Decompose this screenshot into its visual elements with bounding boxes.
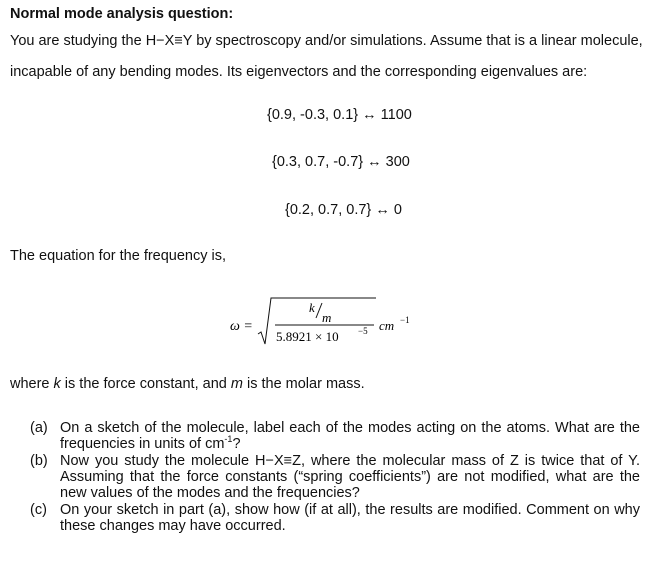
frequency-formula xyxy=(230,290,440,350)
double-arrow-icon: ↔ xyxy=(362,107,377,123)
question-label: (c) xyxy=(30,502,47,518)
question-list xyxy=(30,420,640,535)
question-label: (a) xyxy=(30,420,48,436)
eigen-pair-2 xyxy=(272,154,410,170)
formula-lhs: ω = xyxy=(230,319,253,334)
var-m: m xyxy=(230,376,243,392)
double-arrow-icon: ↔ xyxy=(375,202,390,218)
page-title: Normal mode analysis question: xyxy=(10,6,234,22)
question-c: (c) On your sketch in part (a), show how (if at all), the results are modified. Comment on why these changes may have occurred. xyxy=(30,502,640,534)
formula-unit-exp: −1 xyxy=(400,315,410,325)
question-label: (b) xyxy=(30,453,48,469)
eigenvalue: 0 xyxy=(393,202,402,218)
equation-intro: The equation for the frequency is, xyxy=(10,248,227,264)
formula-unit: cm xyxy=(379,318,395,333)
question-a: (a) On a sketch of the molecule, label each of the modes acting on the atoms. What are the frequencies in units of $cm^{-1}$? xyxy=(30,420,640,452)
intro-line-2: incapable of any bending modes. Its eigenvectors and the corresponding eigenvalues are: xyxy=(10,64,588,80)
variable-definition: where k is the force constant, and m is the molar mass. xyxy=(10,376,365,392)
double-arrow-icon: ↔ xyxy=(367,154,382,170)
eigenvector: {0.3, 0.7, -0.7} xyxy=(272,154,364,170)
eigenvector: {0.9, -0.3, 0.1} xyxy=(267,107,359,123)
intro-line-1: You are studying the H−X≡Y by spectroscopy and/or simulations. Assume that is a linear molecule, xyxy=(10,33,643,49)
var-k: k xyxy=(53,376,61,392)
formula-denominator: 5.8921 × 10 xyxy=(276,329,339,344)
eigen-pair-1 xyxy=(267,107,412,123)
eigenvalue: 300 xyxy=(385,154,410,170)
formula-denominator-exp: −5 xyxy=(358,326,368,336)
eigenvalue: 1100 xyxy=(380,107,412,123)
formula-m: m xyxy=(322,310,332,325)
eigen-pair-3 xyxy=(285,202,402,218)
eigenvector: {0.2, 0.7, 0.7} xyxy=(285,202,372,218)
formula-k: k xyxy=(309,300,315,315)
unit-exponent: -1 xyxy=(224,434,233,445)
question-b: (b) Now you study the molecule H−X≡Z, where the molecular mass of Z is twice that of Y. Assuming that the force constants (“spring coefficients”) are not modified, what are the new values of the modes and the frequencies? xyxy=(30,453,640,501)
